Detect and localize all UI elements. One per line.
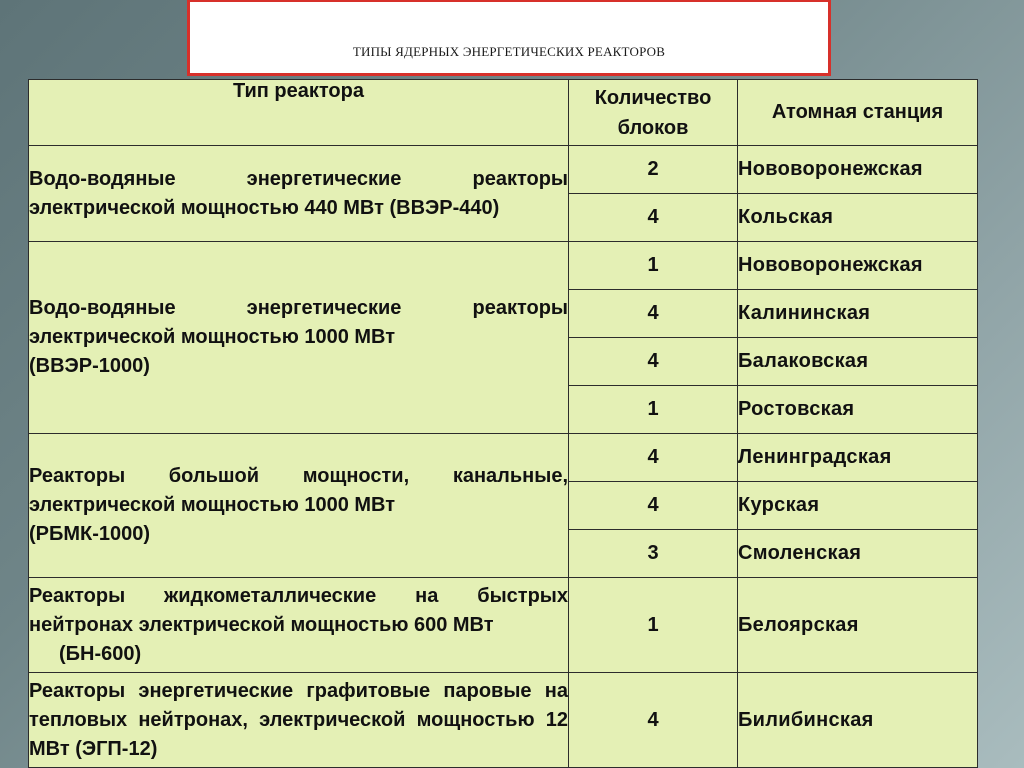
reactor-type-cell	[29, 146, 569, 242]
reactor-type-line: (ВВЭР-1000)	[29, 355, 150, 377]
unit-count: 1	[569, 386, 738, 434]
unit-count: 4	[569, 338, 738, 386]
title-box	[187, 0, 831, 76]
station-name: Курская	[738, 482, 978, 530]
reactor-type-line: Реакторы энергетические графитовые	[29, 679, 431, 702]
reactor-type-line: электрической мощностью 1000 МВт	[29, 494, 396, 516]
unit-count: 4	[569, 434, 738, 482]
unit-count: 4	[569, 482, 738, 530]
station-name: Белоярская	[738, 578, 978, 673]
header-unit-count	[569, 80, 738, 146]
unit-count: 1	[569, 578, 738, 673]
header-row	[29, 80, 978, 146]
station-name: Смоленская	[738, 530, 978, 578]
table-row	[29, 673, 978, 768]
reactor-type-line: Водо-водяные энергетические реакторы	[29, 167, 568, 190]
unit-count: 4	[569, 673, 738, 768]
table-row	[29, 578, 978, 673]
header-count-line2: блоков	[617, 116, 689, 139]
reactor-type-cell	[29, 673, 569, 768]
unit-count: 2	[569, 146, 738, 194]
table-row	[29, 434, 978, 482]
header-station: Атомная станция	[738, 80, 978, 146]
unit-count: 4	[569, 194, 738, 242]
station-name: Ленинградская	[738, 434, 978, 482]
reactor-type-line: нейтронах электрической мощностью 600 МВт	[29, 613, 494, 636]
reactor-type-line: (РБМК-1000)	[29, 523, 151, 545]
station-name: Балаковская	[738, 338, 978, 386]
reactor-type-line: электрической мощностью 1000 МВт	[29, 326, 396, 348]
station-name: Нововоронежская	[738, 146, 978, 194]
reactor-type-line: электрической мощностью 12 МВт (ЭГП-12)	[29, 708, 568, 760]
station-name: Нововоронежская	[738, 242, 978, 290]
station-name: Калининская	[738, 290, 978, 338]
station-name: Ростовская	[738, 386, 978, 434]
table-row	[29, 146, 978, 194]
reactor-type-cell	[29, 434, 569, 578]
unit-count: 3	[569, 530, 738, 578]
reactors-table	[28, 79, 978, 768]
page-title: ТИПЫ ЯДЕРНЫХ ЭНЕРГЕТИЧЕСКИХ РЕАКТОРОВ	[352, 43, 666, 59]
reactor-type-cell	[29, 578, 569, 673]
header-reactor-type: Тип реактора	[29, 80, 569, 146]
header-count-line1: Количество	[594, 86, 712, 109]
reactor-type-line: электрической мощностью 440 МВт (ВВЭР-440)	[29, 196, 500, 219]
reactor-type-line: (БН-600)	[59, 642, 142, 665]
unit-count: 1	[569, 242, 738, 290]
reactor-type-cell	[29, 242, 569, 434]
reactor-type-line: Водо-водяные энергетические реакторы	[29, 297, 568, 319]
reactor-type-line: Реакторы жидкометаллические на быстрых	[29, 584, 568, 607]
unit-count: 4	[569, 290, 738, 338]
station-name: Билибинская	[738, 673, 978, 768]
station-name: Кольская	[738, 194, 978, 242]
reactor-type-line: паровые на тепловых нейтронах,	[29, 679, 568, 731]
table-row	[29, 242, 978, 290]
reactor-type-line: Реакторы большой мощности, канальные,	[29, 465, 568, 487]
